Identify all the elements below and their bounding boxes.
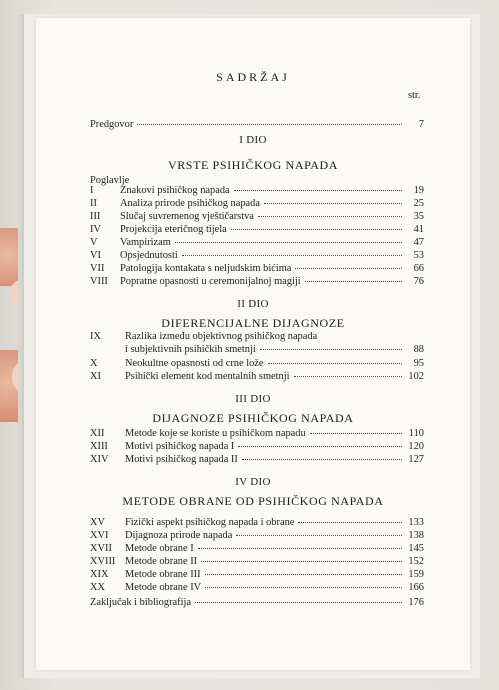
chapter-title: Popratne opasnosti u ceremonijalnoj magiji [120,276,301,287]
chapter-number: XVII [90,543,112,554]
chapter-number: I [90,185,94,196]
chapter-page: 66 [413,263,424,274]
part-label: III DIO [235,393,271,405]
chapter-number: XIII [90,441,108,452]
toc-entry[interactable] [90,371,424,383]
leader-dots [137,124,402,125]
chapter-title: Slučaj suvremenog vještičarstva [120,211,254,222]
toc-entry[interactable] [90,428,424,440]
chapter-title: Dijagnoza prirode napada [125,530,233,541]
chapter-title: Znakovi psihičkog napada [120,185,230,196]
leader-dots [234,190,402,191]
toc-entry[interactable] [90,556,424,568]
chapter-page: 76 [413,276,424,287]
toc-entry[interactable] [90,582,424,594]
part-title: METODE OBRANE OD PSIHIČKOG NAPADA [122,494,384,508]
leader-dots [295,268,402,269]
chapter-page: 53 [413,250,424,261]
chapter-title: Patologija kontakata s neljudskim bićima [120,263,292,274]
chapter-title: Neokultne opasnosti od crne lože [125,358,264,369]
chapter-number: VIII [90,276,108,287]
part-label: IV DIO [235,476,271,488]
toc-entry[interactable] [90,250,424,262]
part-label: II DIO [237,298,269,310]
chapter-title: Analiza prirode psihičkog napada [120,198,260,209]
chapter-title: Opsjednutosti [120,250,178,261]
toc-entry[interactable] [125,344,424,356]
toc-entry[interactable] [90,358,424,370]
chapter-title: Motivi psihičkog napada I [125,441,235,452]
leader-dots [205,587,402,588]
chapter-title: Metode obrane II [125,556,198,567]
part-title: DIFERENCIJALNE DIJAGNOZE [161,316,345,330]
leader-dots [236,535,402,536]
chapter-page: 127 [408,454,424,465]
leader-dots [264,203,402,204]
toc-entry[interactable] [90,569,424,581]
leader-dots [242,459,402,460]
leader-dots [260,349,402,350]
chapter-title-continued: i subjektivnih psihičkih smetnji [125,344,256,355]
chapter-number: VI [90,250,101,261]
chapter-number: IV [90,224,101,235]
part-label: I DIO [239,134,267,146]
chapter-number: VII [90,263,105,274]
toc-preface-page: 7 [418,119,424,130]
leader-dots [201,561,402,562]
conclusion-page: 176 [408,597,424,608]
toc-entry[interactable] [90,224,424,236]
chapter-title: Metode obrane IV [125,582,202,593]
toc-entry[interactable] [90,530,424,542]
chapter-page: 120 [408,441,424,452]
chapter-number: XVI [90,530,109,541]
leader-dots [310,433,402,434]
chapter-page: 35 [413,211,424,222]
toc-heading: SADRŽAJ [216,70,290,84]
chapter-number: XX [90,582,106,593]
toc-entry[interactable] [90,237,424,249]
part-title: VRSTE PSIHIČKOG NAPADA [167,158,339,172]
chapter-number: XII [90,428,105,439]
toc-preface-title: Predgovor [90,119,134,130]
chapter-page: 41 [413,224,424,235]
chapter-page: 138 [408,530,424,541]
chapter-title: Psihički element kod mentalnih smetnji [125,371,290,382]
toc-entry[interactable] [90,263,424,275]
conclusion-title: Zaključak i bibliografija [90,597,191,608]
chapter-page: 88 [413,344,424,355]
chapter-number: XI [90,371,101,382]
chapter-number: XV [90,517,106,528]
toc-entry[interactable] [90,454,424,466]
chapter-title: Vampirizam [120,237,171,248]
toc-conclusion[interactable] [90,597,424,609]
chapter-title: Metode obrane III [125,569,201,580]
leader-dots [258,216,402,217]
part-title: DIJAGNOZE PSIHIČKOG NAPADA [152,411,354,425]
chapter-number: V [90,237,98,248]
chapter-title: Metode obrane I [125,543,194,554]
toc-entry[interactable] [90,198,424,210]
chapter-page: 133 [408,517,424,528]
toc-entry[interactable] [90,517,424,529]
leader-dots [198,548,402,549]
chapter-number: II [90,198,97,209]
leader-dots [268,363,402,364]
leader-dots [195,602,402,603]
leader-dots [305,281,402,282]
leader-dots [182,255,402,256]
leader-dots [294,376,403,377]
toc-entry[interactable] [90,441,424,453]
chapter-title: Metode koje se koriste u psihičkom napadu [125,428,306,439]
chapter-column-label: Poglavlje [90,175,130,186]
chapter-title: Fizički aspekt psihičkog napada i obrane [125,517,295,528]
leader-dots [231,229,402,230]
chapter-number: XIX [90,569,109,580]
leader-dots [238,446,402,447]
chapter-number: XVIII [90,556,116,567]
chapter-number: X [90,358,98,369]
leader-dots [205,574,402,575]
chapter-title: Projekcija eteričnog tijela [120,224,227,235]
chapter-page: 166 [408,582,424,593]
toc-entry[interactable] [90,211,424,223]
chapter-title: Razlika između objektivnog psihičkog napada [125,331,318,342]
chapter-page: 95 [413,358,424,369]
chapter-page: 159 [408,569,424,580]
toc-preface[interactable] [90,119,424,131]
chapter-page: 145 [408,543,424,554]
chapter-page: 102 [408,371,424,382]
toc-entry[interactable] [90,543,424,555]
chapter-page: 152 [408,556,424,567]
chapter-title: Motivi psihičkog napada II [125,454,238,465]
chapter-page: 47 [413,237,424,248]
chapter-page: 25 [413,198,424,209]
toc-entry[interactable] [90,185,424,197]
chapter-page: 110 [408,428,424,439]
chapter-page: 19 [413,185,424,196]
toc-entry[interactable] [90,276,424,288]
chapter-number: III [90,211,101,222]
chapter-number: XIV [90,454,109,465]
leader-dots [175,242,402,243]
chapter-number: IX [90,331,101,342]
page-column-label: str. [408,90,421,101]
leader-dots [298,522,402,523]
